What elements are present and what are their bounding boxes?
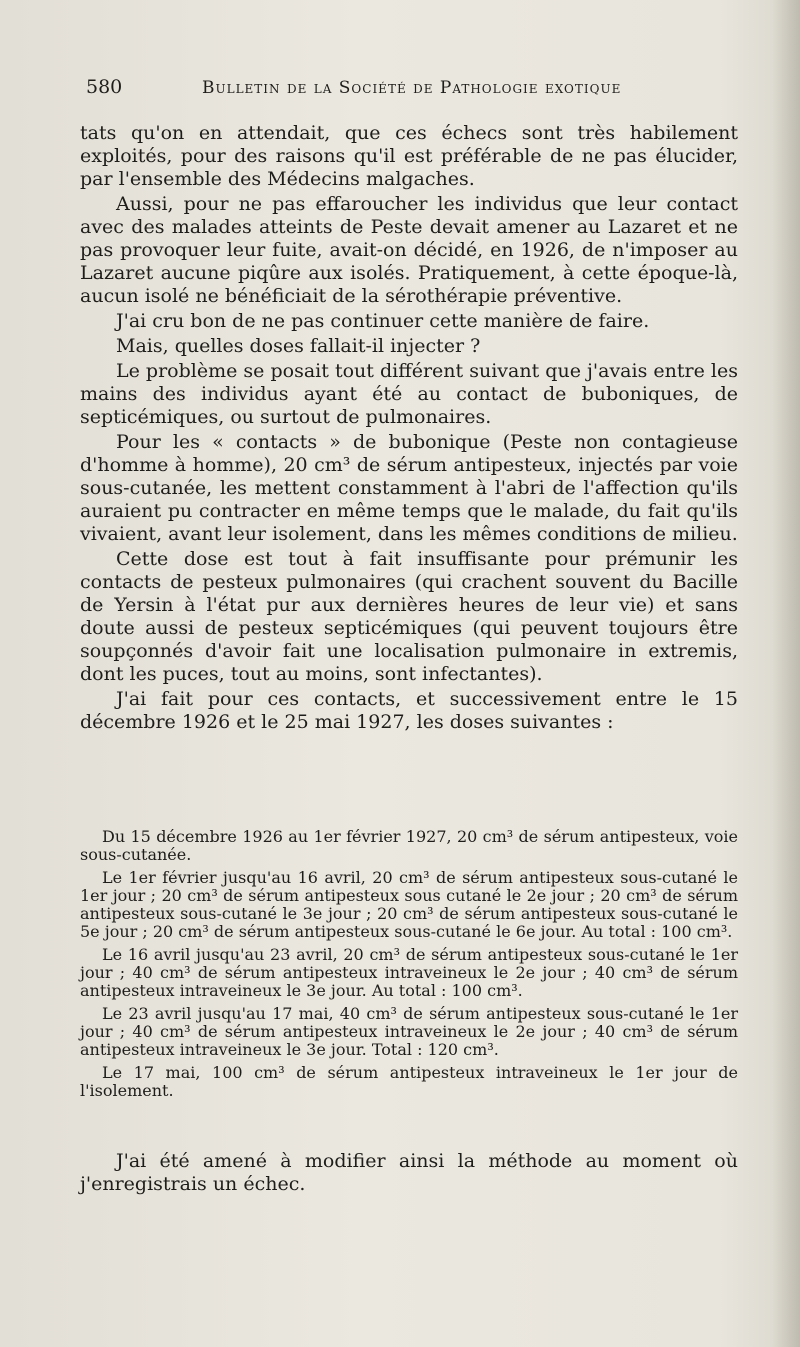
dose-item: Le 16 avril jusqu'au 23 avril, 20 cm³ de sérum antipesteux sous-cutané le 1er jour ; 40 cm³ de sérum antipesteux intraveineux le 2e jour ; 40 cm³ de sérum antipesteux intraveineux le 3e jour. Au total : 100 cm³. [80, 945, 738, 1000]
paragraph-8: J'ai fait pour ces contacts, et successivement entre le 15 décembre 1926 et le 25 mai 1927, les doses suivantes : [80, 688, 738, 733]
running-title: Bulletin de la Société de Pathologie exotique [202, 78, 622, 98]
paragraph-4: Mais, quelles doses fallait-il injecter ? [116, 335, 481, 357]
dose-item: Le 17 mai, 100 cm³ de sérum antipesteux intraveineux le 1er jour de l'isolement. [80, 1063, 738, 1100]
page-number: 580 [86, 76, 123, 98]
dose-item: Le 1er février jusqu'au 16 avril, 20 cm³ de sérum antipesteux sous-cutané le 1er jour ; 20 cm³ de sérum antipesteux sous cutané le 2e jour ; 20 cm³ de sérum antipesteux sous-cutané le 3e jour ; 20 cm³ de sérum antipesteux sous-cutané le 5e jour ; 20 cm³ de sérum antipesteux sous-cutané le 6e jour. Au total : 100 cm³. [80, 868, 738, 941]
dose-item: Du 15 décembre 1926 au 1er février 1927, 20 cm³ de sérum antipesteux, voie sous-cutanée. [80, 827, 738, 864]
paragraph-1: tats qu'on en attendait, que ces échecs sont très habilement exploités, pour des raisons qu'il est préférable de ne pas élucider, par l'ensemble des Médecins malgaches. [80, 122, 738, 190]
paragraph-5: Le problème se posait tout différent suivant que j'avais entre les mains des individus ayant été au contact de buboniques, de septicémiques, ou surtout de pulmonaires. [80, 360, 738, 428]
paragraph-7: Cette dose est tout à fait insuffisante pour prémunir les contacts de pesteux pulmonaires (qui crachent souvent du Bacille de Yersin à l'état pur aux dernières heures de leur vie) et sans doute aussi de pesteux septicémiques (qui peuvent toujours être soupçonnés d'avoir fait une localisation pulmonaire in extremis, dont les puces, tout au moins, sont infectantes). [80, 548, 738, 685]
dose-item: Le 23 avril jusqu'au 17 mai, 40 cm³ de sérum antipesteux sous-cutané le 1er jour ; 40 cm³ de sérum antipesteux intraveineux le 2e jour ; 40 cm³ de sérum antipesteux intraveineux le 3e jour. Total : 120 cm³. [80, 1004, 738, 1059]
paragraph-2: Aussi, pour ne pas effaroucher les individus que leur contact avec des malades atteints de Peste devait amener au Lazaret et ne pas provoquer leur fuite, avait-on décidé, en 1926, de n'imposer au Lazaret aucune piqûre aux isolés. Pratiquement, à cette époque-là, aucun isolé ne bénéficiait de la sérothérapie préventive. [80, 193, 738, 307]
page-header [86, 76, 686, 108]
dose-list [80, 828, 738, 1105]
body-text [80, 122, 738, 736]
closing-text [80, 1150, 738, 1196]
closing-paragraph: J'ai été amené à modifier ainsi la méthode au moment où j'enregistrais un échec. [80, 1150, 738, 1195]
paragraph-3: J'ai cru bon de ne pas continuer cette manière de faire. [116, 310, 650, 332]
paragraph-6: Pour les « contacts » de bubonique (Peste non contagieuse d'homme à homme), 20 cm³ de sérum antipesteux, injectés par voie sous-cutanée, les mettent constamment à l'abri de l'affection qu'ils auraient pu contracter en même temps que le malade, du fait qu'ils vivaient, avant leur isolement, dans les mêmes conditions de milieu. [80, 431, 738, 545]
